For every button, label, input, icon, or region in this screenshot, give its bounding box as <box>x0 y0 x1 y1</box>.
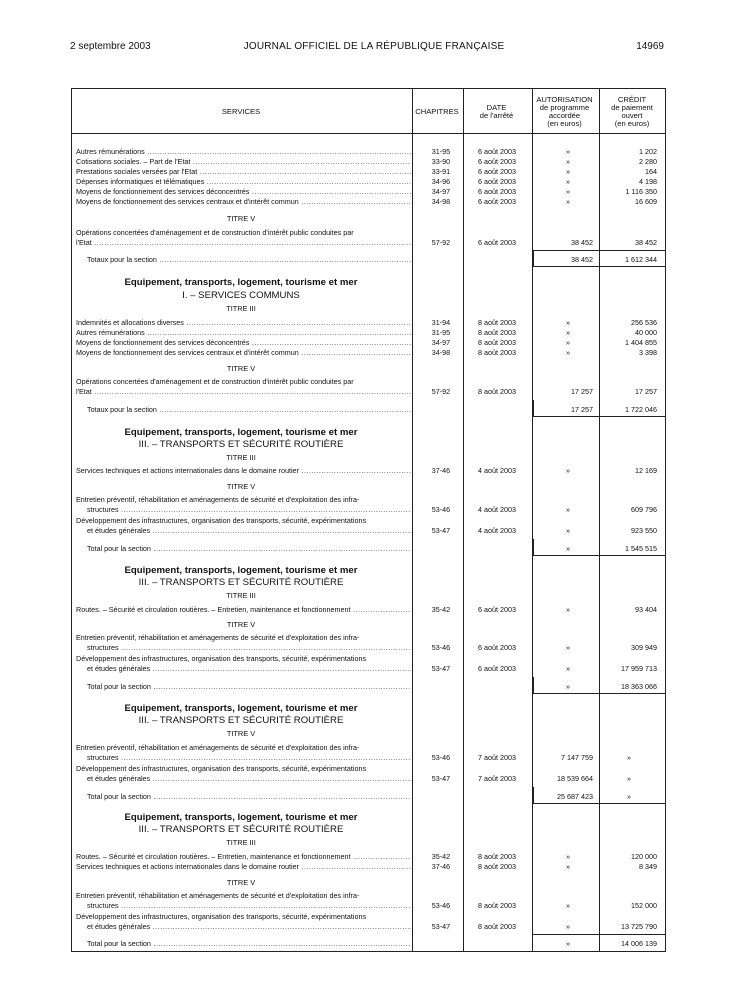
table-row: Services techniques et actions internationales dans le domaine routier ..... 37-46 4 août 2003 » 12 169 <box>71 466 666 476</box>
section-heading: I. – SERVICES COMMUNS <box>182 290 300 301</box>
table-row: structures ..... 53-46 7 août 2003 7 147 759 » <box>71 753 666 763</box>
titre-heading: TITRE III <box>226 453 256 462</box>
total-box <box>533 677 666 694</box>
col-header-date: DATE de l'arrêté <box>479 103 514 120</box>
table-row: Prestations sociales versées par l'Etat ..... 33-91 6 août 2003 » 164 <box>71 167 666 177</box>
total-box <box>533 539 666 556</box>
table-row: Routes. – Sécurité et circulation routières. – Entretien, maintenance et fonctionnement ..... 35-42 8 août 2003 » 120 000 <box>71 852 666 862</box>
total-row: Total pour la section ..... » 1 545 515 <box>71 544 666 554</box>
col-header-chapitres: CHAPITRES <box>415 107 459 116</box>
section-heading: III. – TRANSPORTS ET SÉCURITÉ ROUTIÈRE <box>138 577 344 588</box>
row-text-line: Opérations concertées d'aménagement et de construction d'intérêt public conduites par <box>76 228 354 237</box>
total-box <box>533 787 666 804</box>
total-row: Totaux pour la section ..... 17 257 1 722 046 <box>71 405 666 415</box>
section-heading: III. – TRANSPORTS ET SÉCURITÉ ROUTIÈRE <box>138 439 344 450</box>
table-row: et études générales ..... 53-47 6 août 2003 » 17 959 713 <box>71 664 666 674</box>
col-divider <box>599 89 600 951</box>
row-text-line: Développement des infrastructures, organisation des transports, sécurité, expérimentations <box>76 654 367 663</box>
table-row: l'Etat ..... 57-92 8 août 2003 17 257 17 257 <box>71 387 666 397</box>
table-row: Cotisations sociales. – Part de l'Etat ..... 33-90 6 août 2003 » 2 280 <box>71 157 666 167</box>
table-row: structures ..... 53-46 8 août 2003 » 152 000 <box>71 901 666 911</box>
table-row: Moyens de fonctionnement des services centraux et d'intérêt commun ..... 34-98 6 août 2003 » 16 609 <box>71 197 666 207</box>
titre-heading: TITRE V <box>226 878 256 887</box>
table-row: Indemnités et allocations diverses ..... 31-94 8 août 2003 » 256 536 <box>71 318 666 328</box>
col-header-autorisation: AUTORISATION de programme accordée (en euros) <box>536 95 593 128</box>
total-box <box>533 250 666 267</box>
titre-heading: TITRE III <box>226 591 256 600</box>
titre-heading: TITRE V <box>226 214 256 223</box>
col-divider <box>532 89 533 951</box>
total-row: Total pour la section ..... 25 687 423 » <box>71 792 666 802</box>
row-text-line: Développement des infrastructures, organisation des transports, sécurité, expérimentations <box>76 764 367 773</box>
ministry-heading: Equipement, transports, logement, tourisme et mer <box>124 703 358 714</box>
row-text-line: Entretien préventif, réhabilitation et aménagements de sécurité et d'exploitation des infra- <box>76 743 360 752</box>
titre-heading: TITRE V <box>226 364 256 373</box>
row-text-line: Entretien préventif, réhabilitation et aménagements de sécurité et d'exploitation des infra- <box>76 633 360 642</box>
page-date: 2 septembre 2003 <box>70 41 151 52</box>
titre-heading: TITRE V <box>226 729 256 738</box>
row-text-line: Opérations concertées d'aménagement et de construction d'intérêt public conduites par <box>76 377 354 386</box>
table-row: et études générales ..... 53-47 8 août 2003 » 13 725 790 <box>71 922 666 932</box>
table-row: Routes. – Sécurité et circulation routières. – Entretien, maintenance et fonctionnement ..... 35-42 6 août 2003 » 93 404 <box>71 605 666 615</box>
table-row: Dépenses informatiques et télématiques ..... 34-96 6 août 2003 » 4 198 <box>71 177 666 187</box>
ministry-heading: Equipement, transports, logement, tourisme et mer <box>124 427 358 438</box>
col-header-services: SERVICES <box>221 107 261 116</box>
total-row: Total pour la section ..... » 14 006 139 <box>71 939 666 949</box>
table-row: l'Etat ..... 57-92 6 août 2003 38 452 38 452 <box>71 238 666 248</box>
header-divider <box>72 133 665 134</box>
table-row: structures ..... 53-46 4 août 2003 » 609 796 <box>71 505 666 515</box>
table-row: Moyens de fonctionnement des services déconcentrés ..... 34-97 6 août 2003 » 1 116 350 <box>71 187 666 197</box>
col-header-credit: CRÉDIT de paiement ouvert (en euros) <box>611 95 653 128</box>
table-row: structures ..... 53-46 6 août 2003 » 309 949 <box>71 643 666 653</box>
journal-title: JOURNAL OFFICIEL DE LA RÉPUBLIQUE FRANÇAISE <box>243 41 505 52</box>
titre-heading: TITRE V <box>226 620 256 629</box>
table-row: et études générales ..... 53-47 7 août 2003 18 539 664 » <box>71 774 666 784</box>
table-row: Moyens de fonctionnement des services déconcentrés ..... 34-97 8 août 2003 » 1 404 855 <box>71 338 666 348</box>
table-row: Moyens de fonctionnement des services centraux et d'intérêt commun ..... 34-98 8 août 2003 » 3 398 <box>71 348 666 358</box>
row-text-line: Développement des infrastructures, organisation des transports, sécurité, expérimentations <box>76 516 367 525</box>
row-text-line: Entretien préventif, réhabilitation et aménagements de sécurité et d'exploitation des infra- <box>76 891 360 900</box>
table-row: Autres rémunérations ..... 31-95 6 août 2003 » 1 202 <box>71 147 666 157</box>
ministry-heading: Equipement, transports, logement, tourisme et mer <box>124 277 358 288</box>
ministry-heading: Equipement, transports, logement, tourisme et mer <box>124 812 358 823</box>
section-heading: III. – TRANSPORTS ET SÉCURITÉ ROUTIÈRE <box>138 715 344 726</box>
ministry-heading: Equipement, transports, logement, tourisme et mer <box>124 565 358 576</box>
table-row: Services techniques et actions internationales dans le domaine routier ..... 37-46 8 août 2003 » 8 349 <box>71 862 666 872</box>
table-row: et études générales ..... 53-47 4 août 2003 » 923 550 <box>71 526 666 536</box>
titre-heading: TITRE V <box>226 482 256 491</box>
table-row: Autres rémunérations ..... 31-95 8 août 2003 » 40 000 <box>71 328 666 338</box>
total-box <box>533 400 666 417</box>
row-text-line: Entretien préventif, réhabilitation et aménagements de sécurité et d'exploitation des infra- <box>76 495 360 504</box>
total-row: Totaux pour la section ..... 38 452 1 612 344 <box>71 255 666 265</box>
titre-heading: TITRE III <box>226 304 256 313</box>
col-divider <box>463 89 464 951</box>
row-text-line: Développement des infrastructures, organisation des transports, sécurité, expérimentations <box>76 912 367 921</box>
page-number: 14969 <box>636 41 664 52</box>
total-row: Total pour la section ..... » 18 363 066 <box>71 682 666 692</box>
sum-rule <box>533 934 666 935</box>
section-heading: III. – TRANSPORTS ET SÉCURITÉ ROUTIÈRE <box>138 824 344 835</box>
titre-heading: TITRE III <box>226 838 256 847</box>
